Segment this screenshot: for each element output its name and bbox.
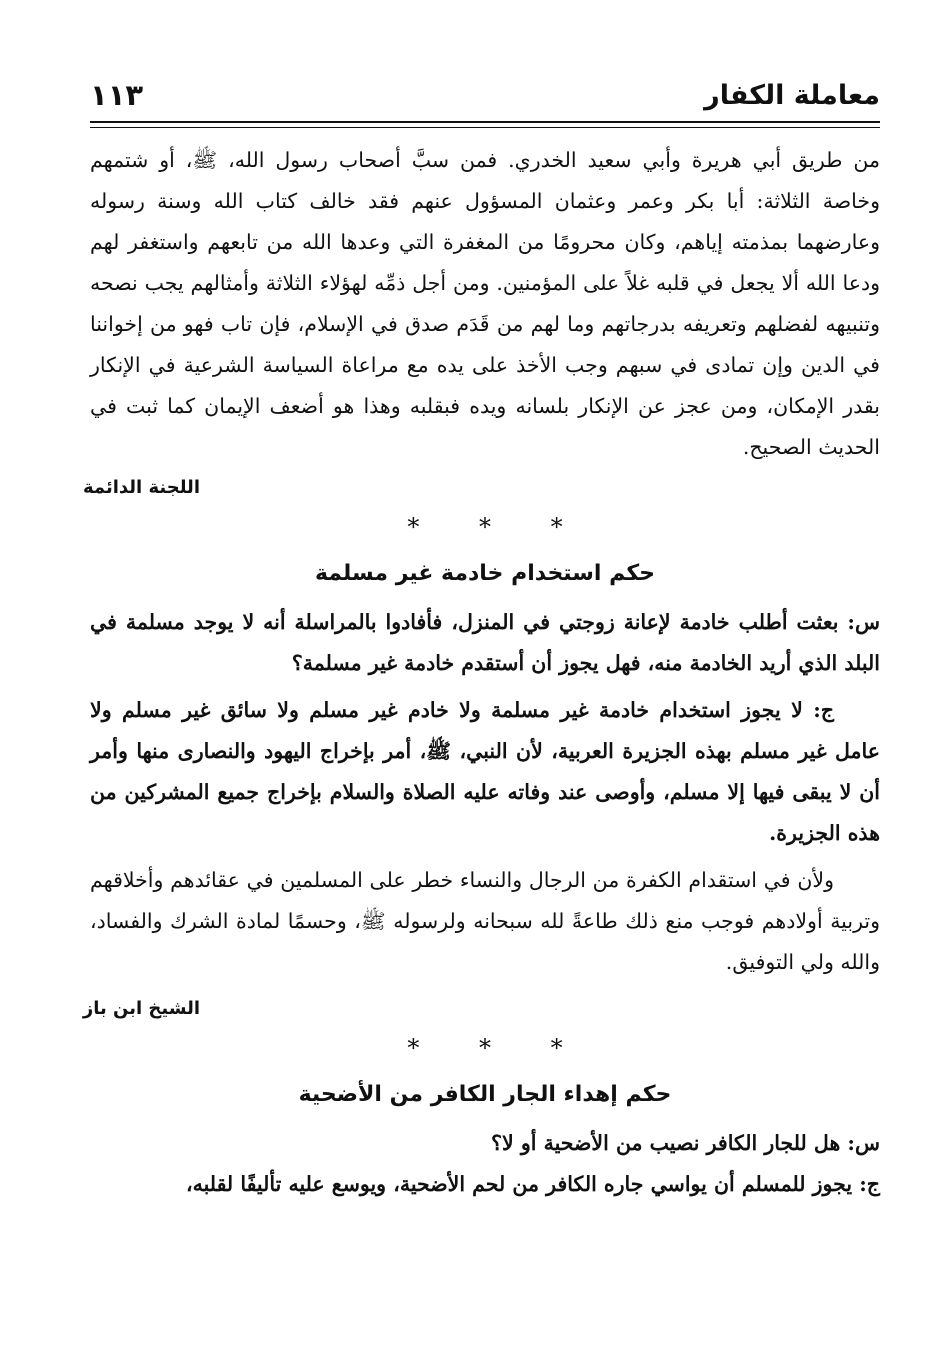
question-label: س: [847, 1131, 880, 1155]
page-header [90, 78, 880, 118]
answer-text: يجوز للمسلم أن يواسي جاره الكافر من لحم الأضحية، ويوسع عليه تأليفًا لقلبه، [185, 1172, 853, 1196]
page-body [82, 140, 881, 1205]
question-paragraph [90, 602, 880, 684]
question-text: بعثت أطلب خادمة لإعانة زوجتي في المنزل، فأفادوا بالمراسلة أنه لا يوجد مسلمة في البلد الذي أريد الخادمة منه، فهل يجوز أن أستقدم خادمة غير مسلمة؟ [90, 610, 880, 675]
section-separator: * * * [407, 513, 589, 541]
answer-label: ج: [813, 698, 835, 722]
signature-ibn-baz: الشيخ ابن باز [82, 998, 200, 1019]
question-label: س: [847, 610, 881, 634]
answer-label: ج: [859, 1172, 880, 1196]
section-separator: * * * [407, 1034, 589, 1062]
header-rule [90, 121, 880, 123]
answer-continuation: ولأن في استقدام الكفرة من الرجال والنساء خطر على المسلمين في عقائدهم وأخلاقهم وتربية أولادهم فوجب منع ذلك طاعةً لله سبحانه ولرسوله ﷺ، وحسمًا لمادة الشرك والفساد، والله ولي التوفيق. [90, 868, 880, 974]
section-title-sacrifice-gift: حكم إهداء الجار الكافر من الأضحية [298, 1082, 672, 1107]
answer-text: لا يجوز استخدام خادمة غير مسلمة ولا خادم غير مسلم ولا سائق غير مسلم ولا عامل غير مسلم بهذه الجزيرة العربية، لأن النبي، ﷺ، أمر بإخراج اليهود والنصارى منها وأمر أن لا يبقى فيها إلا مسلم، وأوصى عند وفاته عليه الصلاة والسلام بإخراج جميع المشركين من هذه الجزيرة. [90, 698, 880, 845]
header-rule-thin [90, 127, 880, 128]
answer-paragraph [90, 690, 880, 854]
continued-paragraph: من طريق أبي هريرة وأبي سعيد الخدري. فمن سبَّ أصحاب رسول الله، ﷺ، أو شتمهم وخاصة الثلاثة: أبا بكر وعمر وعثمان المسؤول عنهم فقد خالف كتاب الله وسنة رسوله وعارضهما بمذمته إياهم، وكان محرومًا من المغفرة التي وعدها الله من تابعهم واستغفر لهم ودعا الله ألا يجعل في قلبه غلاً على المؤمنين. ومن أجل ذمِّه لهؤلاء الثلاثة وأمثالهم يجب نصحه وتنبيهه لفضلهم وتعريفه بدرجاتهم وما لهم من قَدَم صدق في الإسلام، فإن تاب فهو من إخواننا في الدين وإن تمادى في سبهم وجب الأخذ على يده مع مراعاة السياسة الشرعية في الإنكار بقدر الإمكان، ومن عجز عن الإنكار بلسانه ويده فبقلبه وهذا هو أضعف الإيمان كما ثبت في الحديث الصحيح. [90, 148, 880, 459]
question-paragraph [90, 1123, 880, 1164]
signature-permanent-committee: اللجنة الدائمة [82, 477, 200, 498]
page-number: ١١٣ [90, 78, 144, 112]
section-title-non-muslim-maid: حكم استخدام خادمة غير مسلمة [314, 561, 656, 586]
question-text: هل للجار الكافر نصيب من الأضحية أو لا؟ [491, 1131, 841, 1155]
answer-paragraph [90, 1164, 880, 1205]
running-title: معاملة الكفار [704, 80, 880, 111]
